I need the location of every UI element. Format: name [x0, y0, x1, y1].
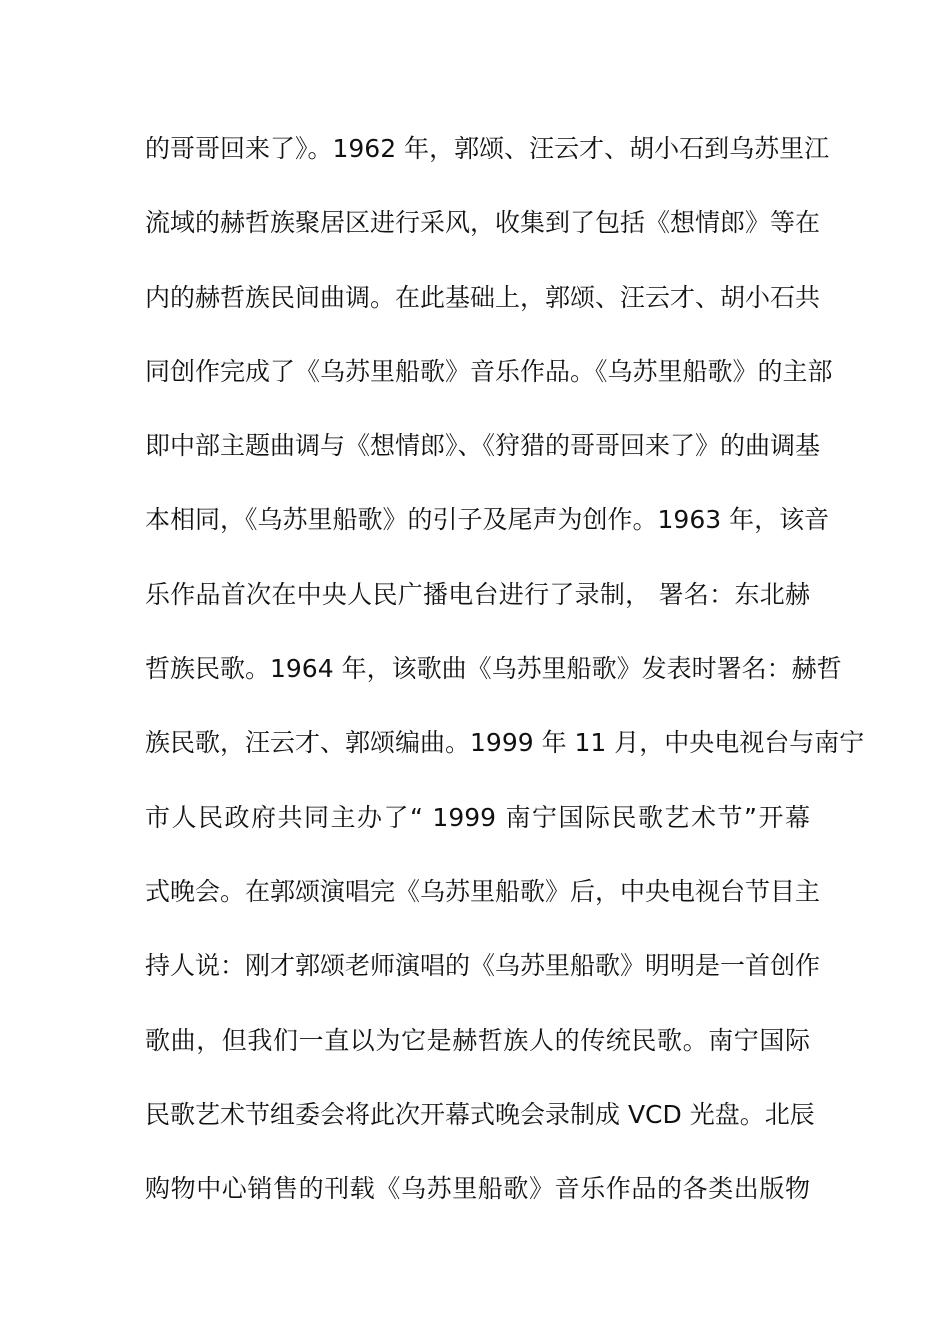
text-line-5: 即中部主题曲调与《想情郎》、《狩猎的哥哥回来了》的曲调基: [145, 431, 821, 461]
text-line-14: 民歌艺术节组委会将此次开幕式晚会录制成 VCD 光盘。北辰: [145, 1099, 815, 1129]
body-paragraph: [145, 112, 865, 1226]
text-line-4: 同创作完成了《乌苏里船歌》音乐作品。《乌苏里船歌》的主部: [145, 356, 833, 386]
text-line-12: 持人说：刚才郭颂老师演唱的《乌苏里船歌》明明是一首创作: [145, 951, 821, 981]
text-line-13: 歌曲，但我们一直以为它是赫哲族人的传统民歌。南宁国际: [145, 1025, 810, 1055]
text-line-2: 流域的赫哲族聚居区进行采风，收集到了包括《想情郎》等在: [145, 208, 821, 238]
text-line-7: 乐作品首次在中央人民广播电台进行了录制， 署名：东北赫: [145, 579, 810, 609]
text-line-10: 市人民政府共同主办了“ 1999 南宁国际民歌艺术节”开幕: [145, 802, 810, 832]
text-line-1: 的哥哥回来了》。1962 年，郭颂、汪云才、胡小石到乌苏里江: [145, 134, 830, 163]
text-line-3: 内的赫哲族民间曲调。在此基础上，郭颂、汪云才、胡小石共: [145, 282, 821, 312]
text-line-9: 族民歌，汪云才、郭颂编曲。1999 年 11 月，中央电视台与南宁: [145, 728, 865, 758]
text-line-6: 本相同，《乌苏里船歌》的引子及尾声为创作。1963 年，该音: [145, 505, 830, 535]
text-line-15: 购物中心销售的刊载《乌苏里船歌》音乐作品的各类出版物: [145, 1174, 810, 1204]
text-line-11: 式晚会。在郭颂演唱完《乌苏里船歌》后，中央电视台节目主: [145, 876, 821, 906]
text-line-8: 哲族民歌。1964 年，该歌曲《乌苏里船歌》发表时署名：赫哲: [145, 654, 842, 684]
